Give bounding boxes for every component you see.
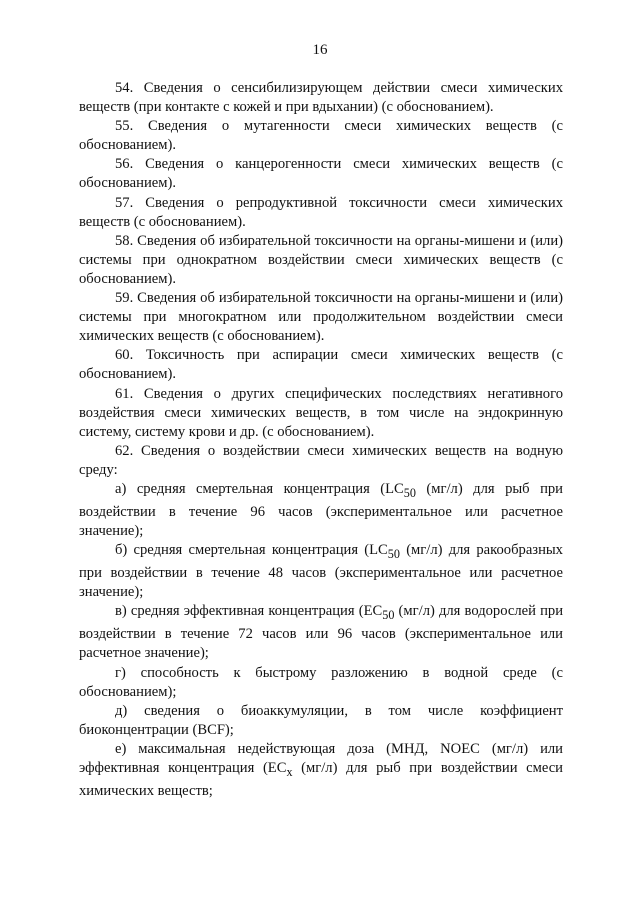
item-a-subscript: 50 <box>403 485 416 500</box>
item-a-text-start: а) средняя смертельная концентрация (LC <box>115 480 404 497</box>
item-v <box>79 602 563 663</box>
page-number: 16 <box>312 42 328 58</box>
paragraph-61: 61. Сведения о других специфических последствиях негативного воздействия смеси химических веществ, в том числе на эндокринную систему, систему крови и др. (с обоснованием). <box>79 385 563 440</box>
paragraph-59: 59. Сведения об избирательной токсичности на органы-мишени и (или) системы при многократном или продолжительном воздействии смеси химических веществ (с обоснованием). <box>79 290 563 345</box>
item-a <box>79 480 563 541</box>
item-b-text-start: б) средняя смертельная концентрация (LC <box>115 542 388 559</box>
item-b <box>79 541 563 602</box>
paragraph-57: 57. Сведения о репродуктивной токсичности смеси химических веществ (с обоснованием). <box>79 194 563 230</box>
item-b-subscript: 50 <box>387 547 400 562</box>
item-e-subscript: x <box>286 764 293 779</box>
item-a-text-end: (мг/л) для рыб при воздействии в течение 96 часов (экспериментальное или расчетное значение); <box>79 480 563 540</box>
item-e-text-end: (мг/л) для рыб при воздействии смеси химических веществ; <box>79 760 563 799</box>
item-g: г) способность к быстрому разложению в водной среде (с обоснованием); <box>79 664 563 700</box>
paragraph-55: 55. Сведения о мутагенности смеси химических веществ (с обоснованием). <box>79 118 563 154</box>
paragraph-58: 58. Сведения об избирательной токсичности на органы-мишени и (или) системы при однократном воздействии смеси химических веществ (с обоснованием). <box>79 232 563 287</box>
paragraph-54: 54. Сведения о сенсибилизирующем действии смеси химических веществ (при контакте с кожей и при вдыхании) (с обоснованием). <box>79 80 563 116</box>
item-v-text-end: (мг/л) для водорослей при воздействии в течение 72 часов или 96 часов (экспериментальное или расчетное значение); <box>79 603 564 662</box>
item-v-subscript: 50 <box>382 608 395 623</box>
item-e <box>79 740 563 801</box>
item-v-text-start: в) средняя эффективная концентрация (EC <box>115 603 383 620</box>
item-e-text-start: е) максимальная недействующая доза (МНД, NOEC (мг/л) или эффективная концентрация (EC <box>79 740 563 776</box>
item-d: д) сведения о биоаккумуляции, в том числе коэффициент биоконцентрации (BCF); <box>79 702 563 738</box>
paragraph-60: 60. Токсичность при аспирации смеси химических веществ (с обоснованием). <box>79 347 563 383</box>
document-body <box>79 79 563 801</box>
item-b-text-end: (мг/л) для ракообразных при воздействии в течение 48 часов (экспериментальное или расчетное значение); <box>79 542 563 601</box>
paragraph-62: 62. Сведения о воздействии смеси химических веществ на водную среду: <box>79 442 563 478</box>
paragraph-56: 56. Сведения о канцерогенности смеси химических веществ (с обоснованием). <box>79 156 563 192</box>
